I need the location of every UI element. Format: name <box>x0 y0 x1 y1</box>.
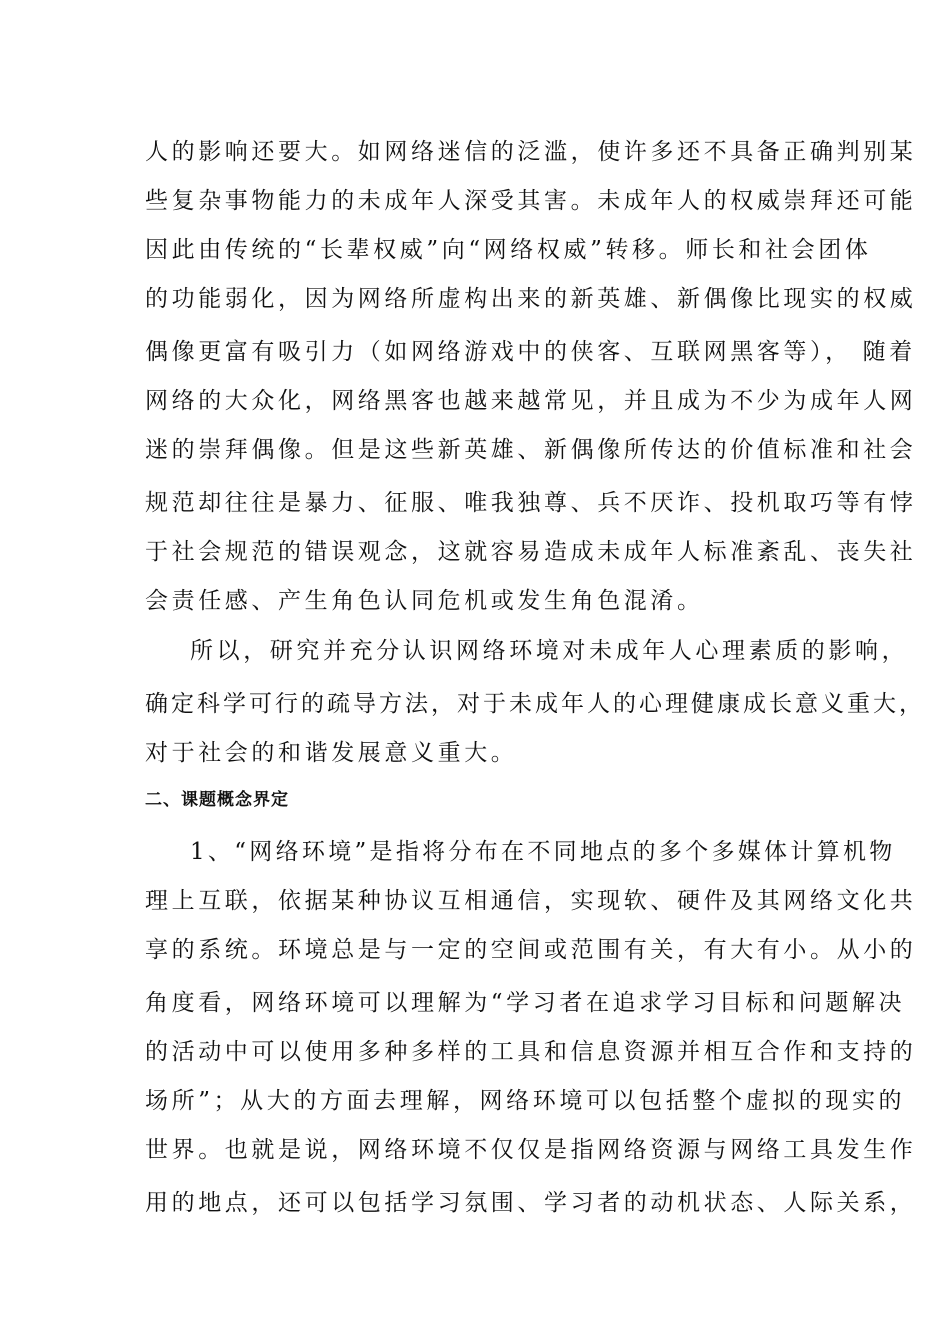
text-line: 网络的大众化，网络黑客也越来越常见，并且成为不少为成年人网 <box>145 388 917 414</box>
text-line: 些复杂事物能力的未成年人深受其害。未成年人的权威崇拜还可能 <box>145 188 917 214</box>
text-line: 确定科学可行的疏导方法，对于未成年人的心理健康成长意义重大， <box>145 691 925 717</box>
text-line: 的功能弱化，因为网络所虚构出来的新英雄、新偶像比现实的权威 <box>145 286 917 312</box>
text-line: 对于社会的和谐发展意义重大。 <box>145 740 518 766</box>
text-line: 的活动中可以使用多种多样的工具和信息资源并相互合作和支持的 <box>145 1039 917 1065</box>
text-line: 人的影响还要大。如网络迷信的泛滥，使许多还不具备正确判别某 <box>145 139 917 165</box>
text-line: 因此由传统的“长辈权威”向“网络权威”转移。师长和社会团体 <box>145 237 872 263</box>
text-line: 场所”；从大的方面去理解，网络环境可以包括整个虚拟的现实的 <box>145 1088 906 1114</box>
text-line: 迷的崇拜偶像。但是这些新英雄、新偶像所传达的价值标准和社会 <box>145 437 917 463</box>
text-line: 偶像更富有吸引力（如网络游戏中的侠客、互联网黑客等）， 随着 <box>145 339 916 365</box>
text-line: 角度看，网络环境可以理解为“学习者在追求学习目标和问题解决 <box>145 990 906 1016</box>
text-line: 会责任感、产生角色认同危机或发生角色混淆。 <box>145 588 704 614</box>
text-line: 所以，研究并充分认识网络环境对未成年人心理素质的影响， <box>190 638 909 664</box>
text-line: 理上互联，依据某种协议互相通信，实现软、硬件及其网络文化共 <box>145 888 917 914</box>
text-line: 1、“网络环境”是指将分布在不同地点的多个多媒体计算机物 <box>190 839 896 865</box>
text-line: 用的地点，还可以包括学习氛围、学习者的动机状态、人际关系， <box>145 1190 917 1216</box>
text-line: 于社会规范的错误观念，这就容易造成未成年人标准紊乱、丧失社 <box>145 539 917 565</box>
text-line: 享的系统。环境总是与一定的空间或范围有关，有大有小。从小的 <box>145 937 917 963</box>
text-line: 世界。也就是说，网络环境不仅仅是指网络资源与网络工具发生作 <box>145 1137 917 1163</box>
text-line: 规范却往往是暴力、征服、唯我独尊、兵不厌诈、投机取巧等有悖 <box>145 490 917 516</box>
section-heading: 二、课题概念界定 <box>145 790 289 810</box>
